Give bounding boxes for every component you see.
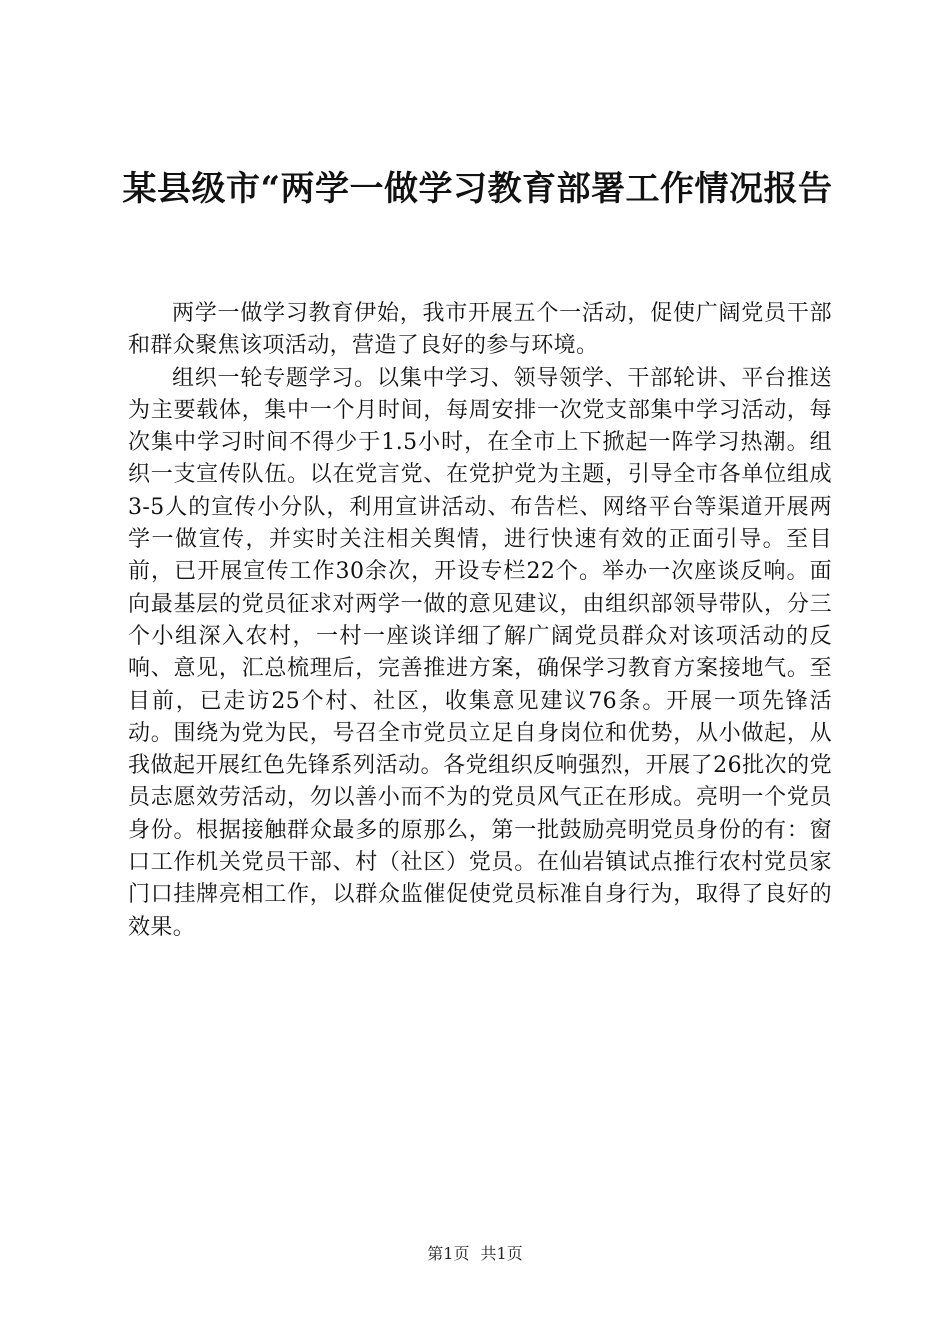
document-body: [128, 298, 832, 944]
page-total: 共1页: [480, 1244, 523, 1263]
main-paragraph: 组织一轮专题学习。以集中学习、领导领学、干部轮讲、平台推送为主要载体，集中一个月时间，每周安排一次党支部集中学习活动，每次集中学习时间不得少于1.5小时，在全市上下掀起一阵学习热潮。组织一支宣传队伍。以在党言党、在党护党为主题，引导全市各单位组成3-5人的宣传小分队，利用宣讲活动、布告栏、网络平台等渠道开展两学一做宣传，并实时关注相关舆情，进行快速有效的正面引导。至目前，已开展宣传工作30余次，开设专栏22个。举办一次座谈反响。面向最基层的党员征求对两学一做的意见建议，由组织部领导带队，分三个小组深入农村，一村一座谈详细了解广阔党员群众对该项活动的反响、意见，汇总梳理后，完善推进方案，确保学习教育方案接地气。至目前，已走访25个村、社区，收集意见建议76条。开展一项先锋活动。围绕为党为民，号召全市党员立足自身岗位和优势，从小做起，从我做起开展红色先锋系列活动。各党组织反响强烈，开展了26批次的党员志愿效劳活动，勿以善小而不为的党员风气正在形成。亮明一个党员身份。根据接触群众最多的原那么，第一批鼓励亮明党员身份的有：窗口工作机关党员干部、村（社区）党员。在仙岩镇试点推行农村党员家门口挂牌亮相工作，以群众监催促使党员标准自身行为，取得了良好的效果。: [128, 365, 832, 940]
document-title: 某县级市“两学一做学习教育部署工作情况报告: [122, 169, 833, 209]
page-number: 第1页: [427, 1244, 470, 1263]
intro-paragraph: 两学一做学习教育伊始，我市开展五个一活动，促使广阔党员干部和群众聚焦该项活动，营造了良好的参与环境。: [128, 301, 832, 359]
page-footer: [0, 1243, 950, 1265]
